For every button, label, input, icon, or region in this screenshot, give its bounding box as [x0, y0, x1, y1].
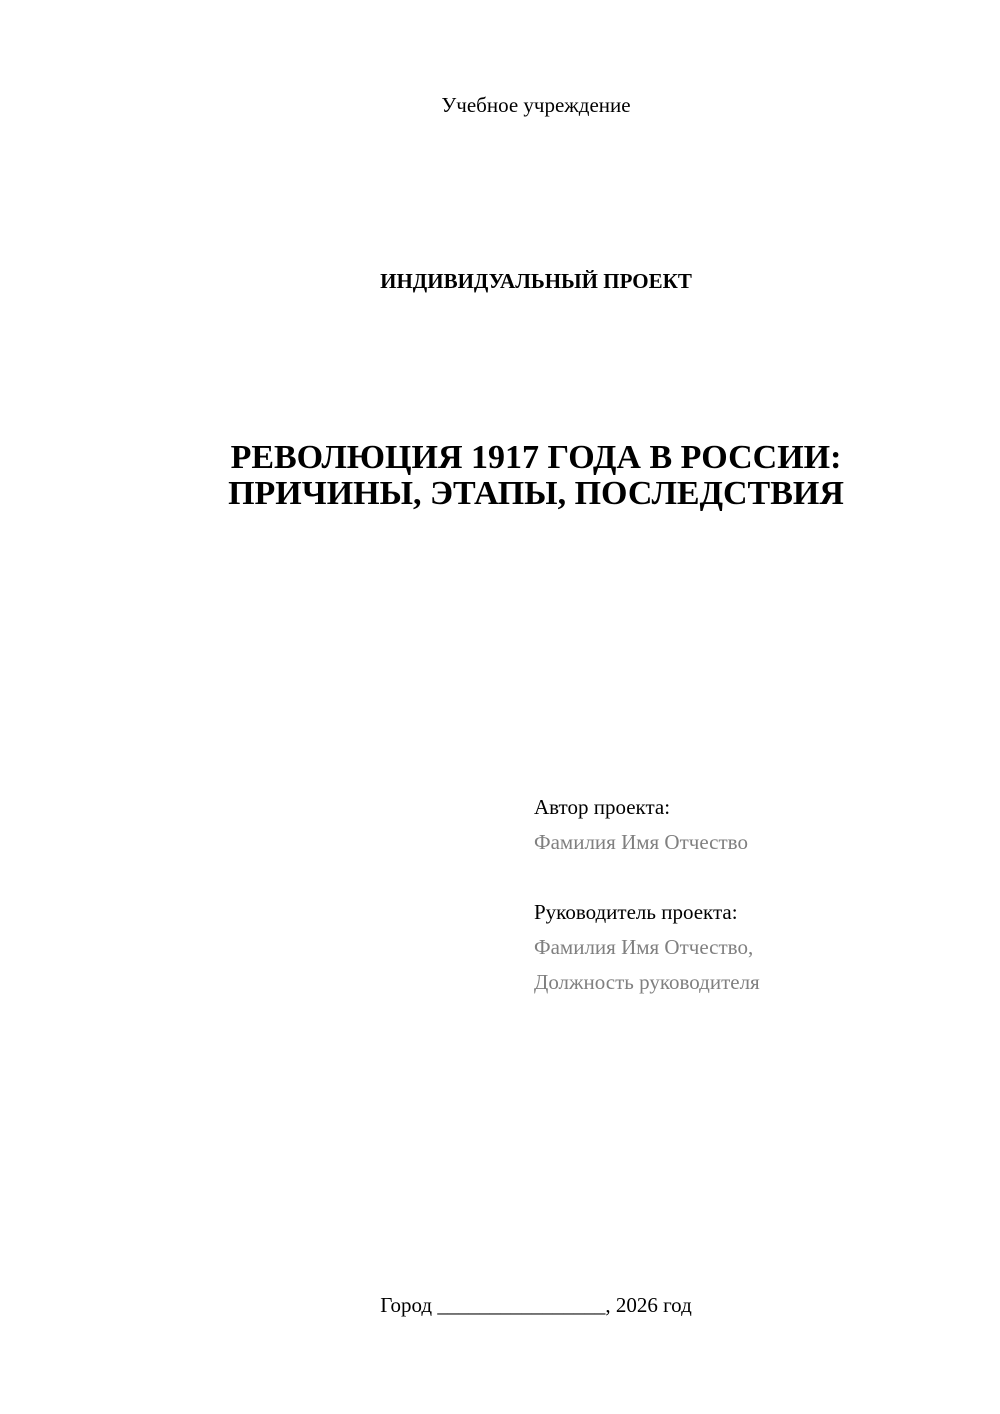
institution-name: Учебное учреждение — [441, 93, 631, 117]
project-title-line-1: РЕВОЛЮЦИЯ 1917 ГОДА В РОССИИ: — [230, 439, 842, 476]
project-title — [0, 440, 1000, 512]
city-year-line: Город ________________, 2026 год — [380, 1293, 692, 1317]
credits-spacer — [534, 860, 760, 895]
supervisor-label: Руководитель проекта: — [534, 900, 738, 924]
supervisor-position: Должность руководителя — [534, 970, 760, 994]
author-label: Автор проекта: — [534, 795, 671, 819]
document-type: ИНДИВИДУАЛЬНЫЙ ПРОЕКТ — [380, 269, 692, 293]
project-title-line-2: ПРИЧИНЫ, ЭТАПЫ, ПОСЛЕДСТВИЯ — [228, 475, 844, 512]
credits-block — [534, 790, 760, 1000]
author-name: Фамилия Имя Отчество — [534, 830, 748, 854]
supervisor-name: Фамилия Имя Отчество, — [534, 935, 754, 959]
